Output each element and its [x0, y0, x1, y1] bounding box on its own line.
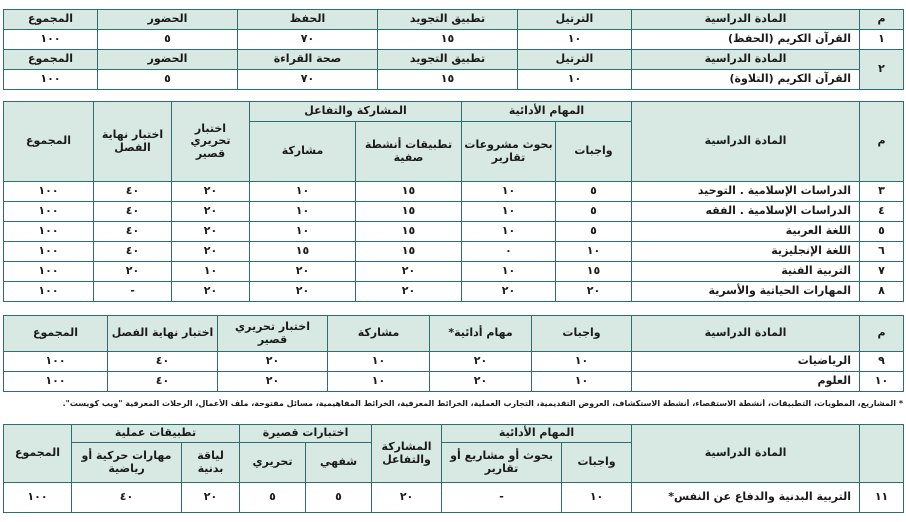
row-number: ١٠ [860, 372, 904, 392]
value-cell: ١٥ [556, 262, 632, 282]
value-cell: ١٠ [462, 222, 556, 242]
header-cell: اختبار نهاية الفصل [94, 102, 172, 182]
value-cell: ١٠ [328, 352, 430, 372]
value-cell: ١٠ [518, 30, 632, 50]
value-cell: ٥ [556, 182, 632, 202]
value-cell: ٤٠ [72, 483, 182, 513]
value-cell: ١٠ [250, 202, 356, 222]
header-cell: المادة الدراسية [632, 102, 860, 182]
header-cell: مهام أدائية* [430, 316, 532, 352]
header-cell: م [860, 316, 904, 352]
header-cell: لياقة بدنية [182, 443, 240, 483]
total-cell: ١٠٠ [4, 222, 94, 242]
value-cell: ٥ [98, 70, 238, 90]
header-cell: شفهي [306, 443, 372, 483]
subject-cell: اللغة العربية [632, 222, 860, 242]
header-cell: المادة الدراسية [632, 10, 860, 30]
value-cell: ١٠ [462, 182, 556, 202]
subject-cell: اللغة الإنجليزية [632, 242, 860, 262]
subject-cell: التربية الفنية [632, 262, 860, 282]
header-cell: بحوث مشروعات تقارير [462, 122, 556, 182]
value-cell: ٥ [306, 483, 372, 513]
row-number: ٤ [860, 202, 904, 222]
header-cell: تطبيق التجويد [378, 10, 518, 30]
row-number: ٥ [860, 222, 904, 242]
header-cell: الحضور [98, 10, 238, 30]
header-cell: م [860, 10, 904, 30]
header-cell [860, 425, 904, 483]
header-cell: المجموع [4, 425, 72, 483]
total-cell: ١٠٠ [4, 182, 94, 202]
value-cell: ١٥ [356, 202, 462, 222]
value-cell: ٢٠ [372, 483, 442, 513]
value-cell: ٧٠ [238, 70, 378, 90]
row-number: ٣ [860, 182, 904, 202]
value-cell: ٢٠ [556, 282, 632, 302]
value-cell: ٢٠ [430, 372, 532, 392]
header-cell: م [860, 102, 904, 182]
total-cell: ١٠٠ [4, 262, 94, 282]
value-cell: - [442, 483, 562, 513]
value-cell: ٢٠ [172, 282, 250, 302]
header-cell: مشاركة [250, 122, 356, 182]
value-cell: ٢٠ [172, 222, 250, 242]
header-cell: الترتيل [518, 10, 632, 30]
header-cell: بحوث أو مشاريع أو تقارير [442, 443, 562, 483]
value-cell: ٤٠ [94, 222, 172, 242]
row-number: ٢ [860, 50, 904, 90]
header-cell: مشاركة [328, 316, 430, 352]
header-cell: المادة الدراسية [632, 425, 860, 483]
value-cell: ١٠ [562, 483, 632, 513]
total-cell: ١٠٠ [4, 202, 94, 222]
header-cell: اختبار تحريري قصير [218, 316, 328, 352]
row-number: ١١ [860, 483, 904, 513]
value-cell: ٥ [240, 483, 306, 513]
total-cell: ١٠٠ [4, 372, 108, 392]
header-cell: المشاركة والتفاعل [372, 425, 442, 483]
header-cell: صحة القراءة [238, 50, 378, 70]
header-cell: تطبيقات عملية [72, 425, 240, 443]
value-cell: ١٥ [250, 242, 356, 262]
value-cell: ٤٠ [108, 372, 218, 392]
subject-cell: الرياضيات [632, 352, 860, 372]
header-cell: اختبار تحريري قصير [172, 102, 250, 182]
header-cell: المادة الدراسية [632, 50, 860, 70]
value-cell: ٤٠ [94, 242, 172, 262]
value-cell: ٢٠ [356, 282, 462, 302]
value-cell: ١٠ [556, 242, 632, 262]
subject-cell: التربية البدنية والدفاع عن النفس* [632, 483, 860, 513]
header-cell: المجموع [4, 50, 98, 70]
value-cell: ٢٠ [182, 483, 240, 513]
value-cell: ٢٠ [218, 372, 328, 392]
value-cell: ٥ [556, 222, 632, 242]
total-cell: ١٠٠ [4, 70, 98, 90]
header-cell: واجبات [562, 443, 632, 483]
row-number: ١ [860, 30, 904, 50]
row-number: ٦ [860, 242, 904, 262]
value-cell: ٠ [462, 242, 556, 262]
header-cell: اختبار نهاية الفصل [108, 316, 218, 352]
value-cell: ٢٠ [172, 242, 250, 262]
header-cell: تحريري [240, 443, 306, 483]
header-cell: مهارات حركية أو رياضية [72, 443, 182, 483]
value-cell: ٥ [98, 30, 238, 50]
subject-cell: القرآن الكريم (الحفظ) [632, 30, 860, 50]
subjects-table [3, 101, 904, 302]
header-cell: تطبيق التجويد [378, 50, 518, 70]
value-cell: ٤٠ [94, 182, 172, 202]
total-cell: ١٠٠ [4, 282, 94, 302]
value-cell: ١٠ [462, 262, 556, 282]
value-cell: ١٠ [250, 182, 356, 202]
header-cell: المجموع [4, 10, 98, 30]
value-cell: ٢٠ [250, 282, 356, 302]
value-cell: ١٥ [378, 30, 518, 50]
value-cell: ٢٠ [172, 182, 250, 202]
header-cell: الترتيل [518, 50, 632, 70]
header-cell: المهام الأدائية [442, 425, 632, 443]
value-cell: ٢٠ [172, 202, 250, 222]
value-cell: ٢٠ [218, 352, 328, 372]
value-cell: ٤٠ [108, 352, 218, 372]
value-cell: ٢٠ [356, 262, 462, 282]
row-number: ٩ [860, 352, 904, 372]
value-cell: ١٠ [518, 70, 632, 90]
value-cell: ١٥ [356, 242, 462, 262]
value-cell: ٢٠ [250, 262, 356, 282]
value-cell: ١٥ [356, 222, 462, 242]
subject-cell: العلوم [632, 372, 860, 392]
header-cell: المادة الدراسية [632, 316, 860, 352]
value-cell: - [94, 282, 172, 302]
header-cell: المهام الأدائية [462, 102, 632, 122]
header-cell: الحضور [98, 50, 238, 70]
value-cell: ١٠ [532, 352, 632, 372]
pe-table [3, 424, 904, 513]
value-cell: ١٠ [532, 372, 632, 392]
value-cell: ١٠ [250, 222, 356, 242]
math-science-table [3, 315, 904, 392]
subject-cell: الدراسات الإسلامية . التوحيد [632, 182, 860, 202]
value-cell: ١٥ [356, 182, 462, 202]
footnote: * المشاريع، المطويات، التطبيقات، أنشطة الاستقصاء، أنشطة الاستكشاف، العروض التقديمية، التجارب العملية، الخرائط المعرفية، الخرائط المفاهيمية، مسائل مفتوحة، ملف الأعمال، الرحلات المعرفية "ويب كويست". [62, 399, 903, 408]
quran-table [3, 9, 904, 90]
header-cell: المجموع [4, 102, 94, 182]
value-cell: ١٠ [172, 262, 250, 282]
value-cell: ١٥ [378, 70, 518, 90]
header-cell: اختبارات قصيرة [240, 425, 372, 443]
value-cell: ١٠ [462, 202, 556, 222]
value-cell: ١٠ [328, 372, 430, 392]
total-cell: ١٠٠ [4, 242, 94, 262]
header-cell: واجبات [556, 122, 632, 182]
header-cell: تطبيقات أنشطة صفية [356, 122, 462, 182]
value-cell: ٥ [556, 202, 632, 222]
total-cell: ١٠٠ [4, 352, 108, 372]
total-cell: ١٠٠ [4, 30, 98, 50]
subject-cell: المهارات الحياتية والأسرية [632, 282, 860, 302]
subject-cell: الدراسات الإسلامية . الفقه [632, 202, 860, 222]
header-cell: واجبات [532, 316, 632, 352]
header-cell: المجموع [4, 316, 108, 352]
value-cell: ٧٠ [238, 30, 378, 50]
subject-cell: القرآن الكريم (التلاوة) [632, 70, 860, 90]
total-cell: ١٠٠ [4, 483, 72, 513]
value-cell: ٢٠ [430, 352, 532, 372]
row-number: ٧ [860, 262, 904, 282]
header-cell: المشاركة والتفاعل [250, 102, 462, 122]
row-number: ٨ [860, 282, 904, 302]
value-cell: ٢٠ [94, 262, 172, 282]
header-cell: الحفظ [238, 10, 378, 30]
value-cell: ٤٠ [94, 202, 172, 222]
value-cell: ٢٠ [462, 282, 556, 302]
